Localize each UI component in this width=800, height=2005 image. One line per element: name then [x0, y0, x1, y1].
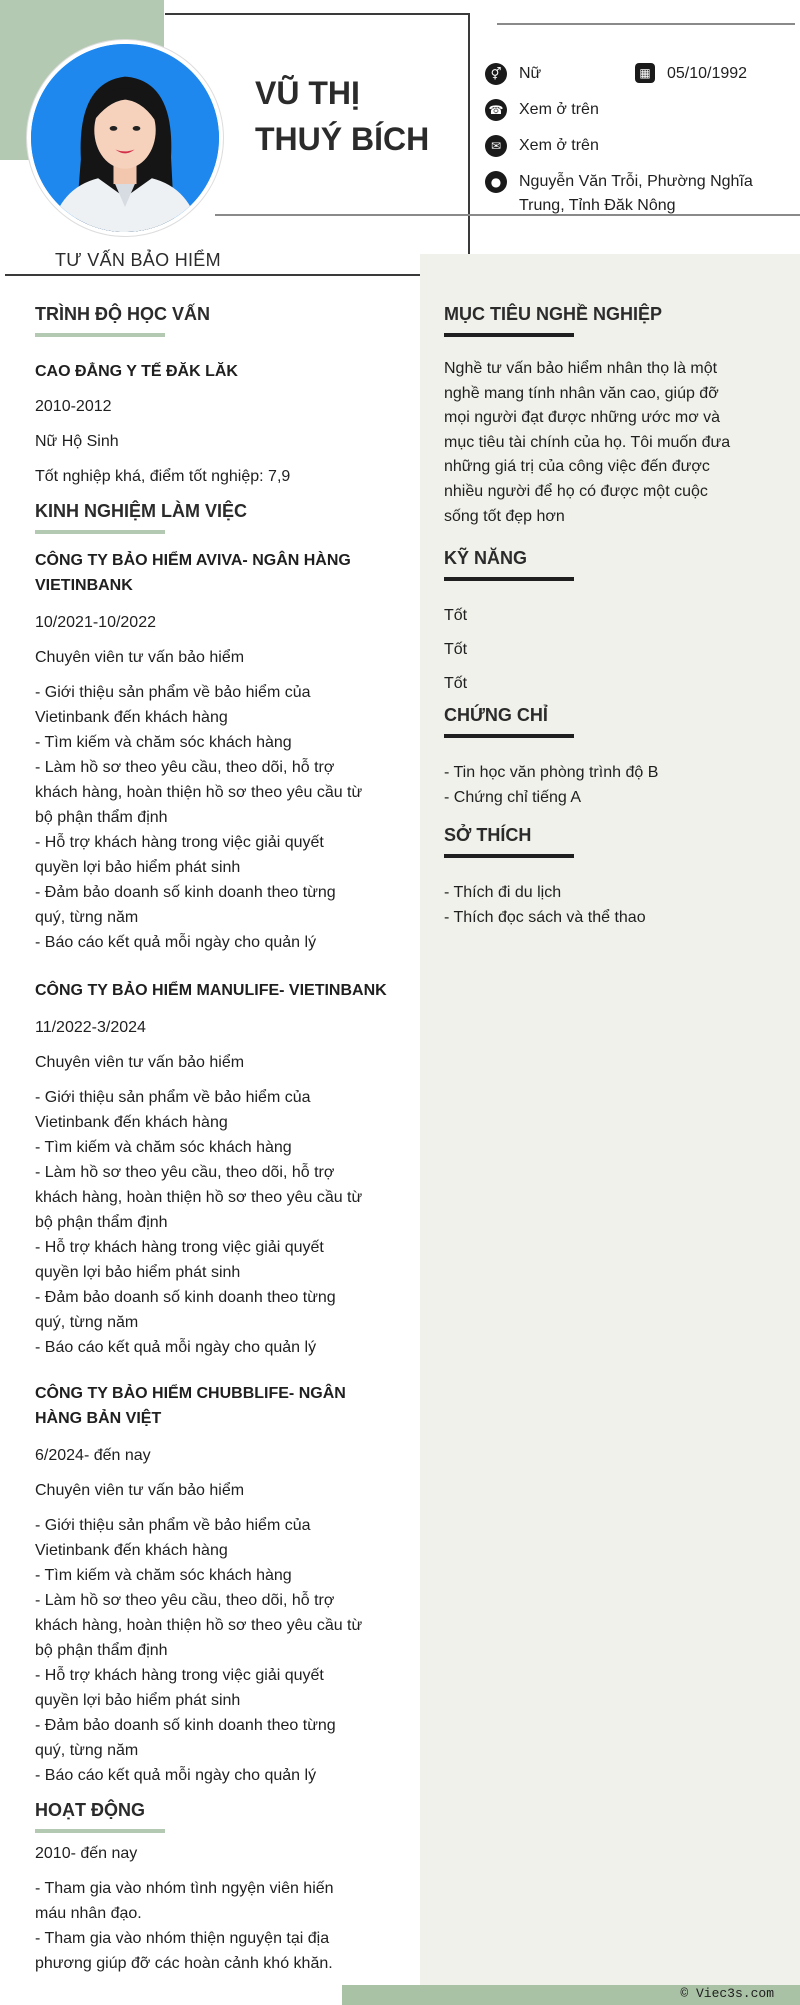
duty-line: quý, từng năm	[35, 1314, 139, 1331]
section-title: KINH NGHIỆM LÀM VIỆC	[35, 501, 248, 521]
activities-list	[35, 1876, 395, 1976]
experience-section	[35, 501, 395, 534]
phone-icon: ☎	[485, 99, 507, 121]
name-line: THUÝ BÍCH	[255, 121, 430, 157]
duty-line: bộ phận thẩm định	[35, 1642, 168, 1659]
duty-line: quyền lợi bảo hiểm phát sinh	[35, 859, 241, 876]
job-duties	[35, 680, 395, 955]
contact-address	[485, 170, 753, 218]
email-icon: ✉	[485, 135, 507, 157]
duty-line: quyền lợi bảo hiểm phát sinh	[35, 1264, 241, 1281]
objective-text	[444, 357, 756, 529]
hobby-item: - Thích đi du lịch	[444, 884, 562, 901]
company-name	[35, 548, 395, 598]
duty-line: - Tìm kiếm và chăm sóc khách hàng	[35, 734, 292, 751]
avatar	[27, 40, 223, 236]
phone-value: Xem ở trên	[519, 101, 599, 118]
section-title: KỸ NĂNG	[444, 548, 528, 568]
company-name	[35, 978, 405, 1003]
duty-line: - Hỗ trợ khách hàng trong việc giải quyết	[35, 1239, 324, 1256]
company-line: HÀNG BẢN VIỆT	[35, 1410, 162, 1427]
address-value	[519, 170, 753, 218]
job-duties	[35, 1085, 405, 1360]
section-title: CHỨNG CHỈ	[444, 705, 548, 725]
job-position: Chuyên viên tư vấn bảo hiểm	[35, 649, 245, 666]
activity-line: - Tham gia vào nhóm thiện nguyện tại địa	[35, 1930, 330, 1947]
duty-line: bộ phận thẩm định	[35, 1214, 168, 1231]
objective-line: sống tốt đẹp hơn	[444, 507, 565, 525]
certificate-item: - Chứng chỉ tiếng A	[444, 789, 582, 806]
duty-line: - Báo cáo kết quả mỗi ngày cho quản lý	[35, 1339, 317, 1356]
duty-line: - Làm hồ sơ theo yêu cầu, theo dõi, hỗ trợ	[35, 1164, 335, 1181]
duty-line: - Hỗ trợ khách hàng trong việc giải quyết	[35, 834, 324, 851]
divider	[497, 23, 795, 25]
activity-line: máu nhân đạo.	[35, 1905, 142, 1922]
duty-line: - Làm hồ sơ theo yêu cầu, theo dõi, hỗ trợ	[35, 1592, 335, 1609]
section-title: TRÌNH ĐỘ HỌC VẤN	[35, 304, 210, 324]
job-period: 11/2022-3/2024	[35, 1019, 146, 1036]
objective-line: nhiều người để họ có được một cuộc	[444, 482, 708, 500]
candidate-name	[255, 70, 455, 162]
location-icon: ●	[485, 171, 507, 193]
profile-photo	[31, 44, 219, 232]
company-line: CÔNG TY BẢO HIỂM AVIVA- NGÂN HÀNG	[35, 552, 351, 569]
duty-line: - Đảm bảo doanh số kinh doanh theo từng	[35, 1289, 336, 1306]
section-underline	[444, 333, 574, 337]
section-underline	[444, 734, 574, 738]
activities-section	[35, 1800, 395, 1976]
activities-period: 2010- đến nay	[35, 1845, 138, 1862]
activity-line: phương giúp đỡ các hoàn cảnh khó khăn.	[35, 1955, 333, 1972]
duty-line: - Giới thiệu sản phẩm về bảo hiểm của	[35, 684, 311, 701]
duty-line: Vietinbank đến khách hàng	[35, 1114, 228, 1131]
contact-phone	[485, 98, 599, 122]
hobby-item: - Thích đọc sách và thể thao	[444, 909, 646, 926]
contact-email	[485, 134, 599, 158]
education-major: Nữ Hộ Sinh	[35, 433, 119, 450]
objective-line: Nghề tư vấn bảo hiểm nhân thọ là một	[444, 360, 718, 377]
education-section	[35, 304, 395, 489]
duty-line: Vietinbank đến khách hàng	[35, 1542, 228, 1559]
duty-line: - Báo cáo kết quả mỗi ngày cho quản lý	[35, 934, 317, 951]
objective-section	[444, 304, 756, 529]
address-line: Trung, Tỉnh Đăk Nông	[519, 197, 676, 214]
objective-line: những giá trị của công việc đến được	[444, 458, 710, 476]
email-value: Xem ở trên	[519, 137, 599, 154]
school-name: CAO ĐẲNG Y TẾ ĐĂK LĂK	[35, 363, 238, 380]
header-frame-line	[165, 13, 470, 15]
job-entry	[35, 1381, 395, 1788]
contact-gender	[485, 62, 541, 86]
section-underline	[444, 577, 574, 581]
job-entry	[35, 978, 405, 1360]
duty-line: khách hàng, hoàn thiện hồ sơ theo yêu cầu từ	[35, 784, 363, 801]
section-title: SỞ THÍCH	[444, 825, 532, 845]
name-line: VŨ THỊ	[255, 75, 360, 111]
objective-line: mọi người đạt được những ước mơ và	[444, 409, 721, 427]
duty-line: - Tìm kiếm và chăm sóc khách hàng	[35, 1567, 292, 1584]
duty-line: - Đảm bảo doanh số kinh doanh theo từng	[35, 884, 336, 901]
duty-line: - Tìm kiếm và chăm sóc khách hàng	[35, 1139, 292, 1156]
company-line: CÔNG TY BẢO HIỂM CHUBBLIFE- NGÂN	[35, 1385, 346, 1402]
section-underline	[444, 854, 574, 858]
job-position: Chuyên viên tư vấn bảo hiểm	[35, 1054, 245, 1071]
gender-icon: ⚥	[485, 63, 507, 85]
job-period: 10/2021-10/2022	[35, 614, 156, 631]
address-line: Nguyễn Văn Trỗi, Phường Nghĩa	[519, 173, 753, 190]
copyright-text: © Viec3s.com	[680, 1986, 774, 2001]
education-note: Tốt nghiệp khá, điểm tốt nghiệp: 7,9	[35, 468, 291, 485]
duty-line: - Làm hồ sơ theo yêu cầu, theo dõi, hỗ trợ	[35, 759, 335, 776]
duty-line: - Báo cáo kết quả mỗi ngày cho quản lý	[35, 1767, 317, 1784]
skills-section	[444, 548, 756, 701]
job-position: Chuyên viên tư vấn bảo hiểm	[35, 1482, 245, 1499]
duty-line: quý, từng năm	[35, 909, 139, 926]
section-underline	[35, 530, 165, 534]
education-period: 2010-2012	[35, 398, 112, 415]
section-title: MỤC TIÊU NGHỀ NGHIỆP	[444, 304, 663, 324]
gender-value: Nữ	[519, 65, 542, 82]
job-period: 6/2024- đến nay	[35, 1447, 151, 1464]
section-underline	[35, 333, 165, 337]
company-line: VIETINBANK	[35, 577, 133, 594]
duty-line: khách hàng, hoàn thiện hồ sơ theo yêu cầu từ	[35, 1617, 363, 1634]
section-title: HOẠT ĐỘNG	[35, 1800, 145, 1820]
skill-item: Tốt	[444, 675, 468, 692]
contact-birthday	[635, 62, 747, 86]
birthday-value: 05/10/1992	[667, 65, 748, 82]
company-name	[35, 1381, 395, 1431]
header-frame-line	[5, 274, 420, 276]
duty-line: - Đảm bảo doanh số kinh doanh theo từng	[35, 1717, 336, 1734]
activity-line: - Tham gia vào nhóm tình ngyện viên hiến	[35, 1880, 334, 1897]
duty-line: quý, từng năm	[35, 1742, 139, 1759]
job-duties	[35, 1513, 395, 1788]
objective-line: nghề mang tính nhân văn cao, giúp đỡ	[444, 384, 719, 402]
objective-line: mục tiêu tài chính của họ. Tôi muốn đưa	[444, 433, 731, 451]
duty-line: - Giới thiệu sản phẩm về bảo hiểm của	[35, 1517, 311, 1534]
duty-line: quyền lợi bảo hiểm phát sinh	[35, 1692, 241, 1709]
header-frame-line	[468, 13, 470, 254]
skill-item: Tốt	[444, 607, 468, 624]
skill-item: Tốt	[444, 641, 468, 658]
certificate-item: - Tin học văn phòng trình độ B	[444, 764, 659, 781]
duty-line: Vietinbank đến khách hàng	[35, 709, 228, 726]
duty-line: bộ phận thẩm định	[35, 809, 168, 826]
calendar-icon: ▦	[635, 63, 655, 83]
company-line: CÔNG TY BẢO HIỂM MANULIFE- VIETINBANK	[35, 982, 387, 999]
certificates-section	[444, 705, 756, 810]
duty-line: khách hàng, hoàn thiện hồ sơ theo yêu cầu từ	[35, 1189, 363, 1206]
hobbies-section	[444, 825, 756, 930]
job-entry	[35, 548, 395, 955]
job-title: TƯ VẤN BẢO HIỂM	[55, 250, 221, 270]
section-underline	[35, 1829, 165, 1833]
duty-line: - Giới thiệu sản phẩm về bảo hiểm của	[35, 1089, 311, 1106]
duty-line: - Hỗ trợ khách hàng trong việc giải quyết	[35, 1667, 324, 1684]
